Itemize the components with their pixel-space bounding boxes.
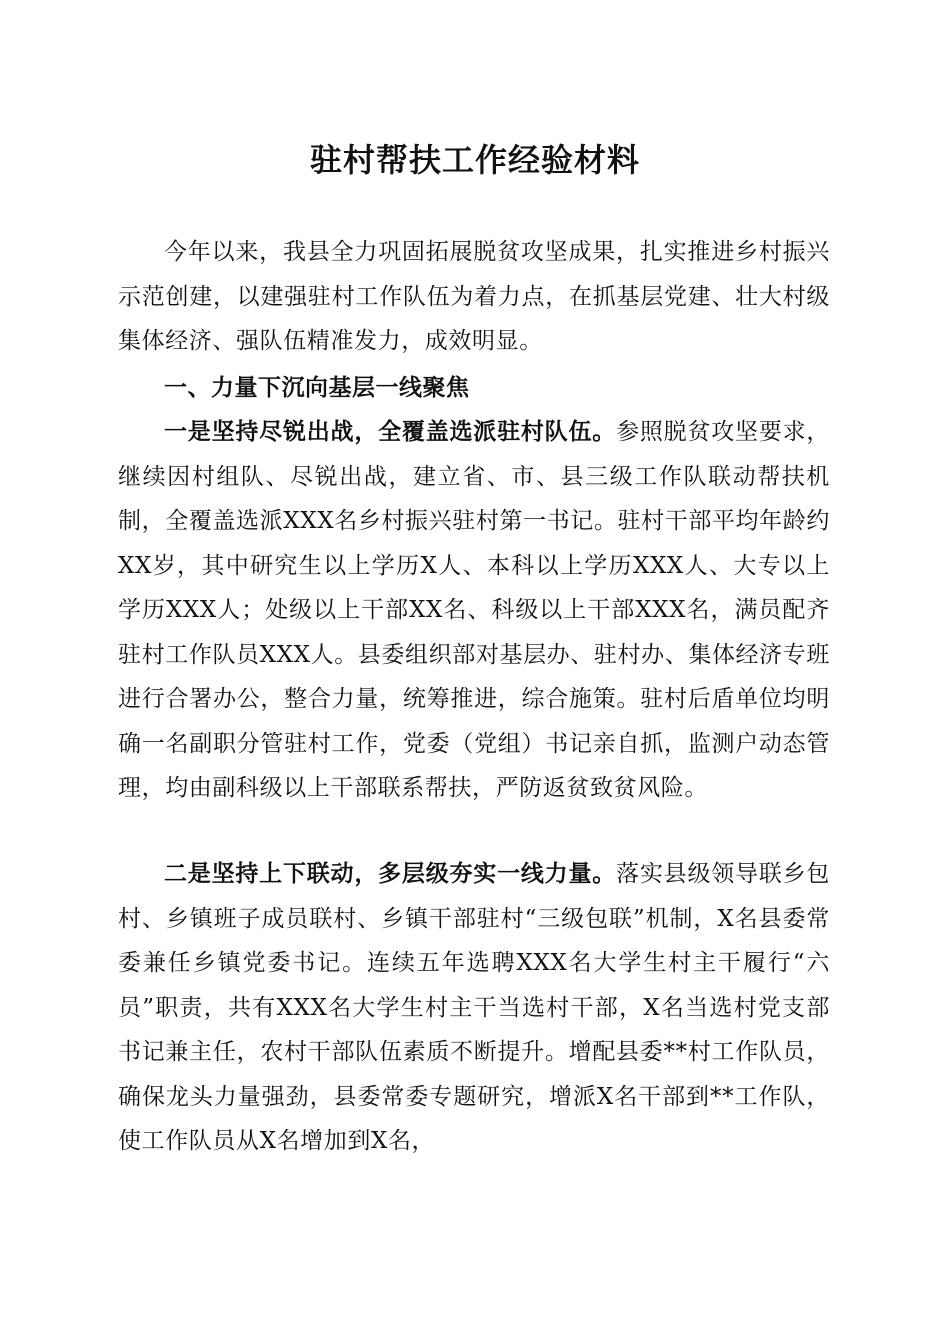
paragraph-1-text xyxy=(118,410,830,811)
paragraph-1-lead: 一是坚持尽锐出战，全覆盖选派驻村队伍。 xyxy=(164,419,617,445)
paragraph-2-text xyxy=(118,852,830,1164)
paragraph-1 xyxy=(118,410,830,811)
section-heading: 一、力量下沉向基层一线聚焦 xyxy=(164,375,470,401)
document-title: 驻村帮扶工作经验材料 xyxy=(309,141,640,179)
paragraph-1-body: 参照脱贫攻坚要求，继续因村组队、尽锐出战，建立省、市、县三级工作队联动帮扶机制，全覆盖选派XXX名乡村振兴驻村第一书记。驻村干部平均年龄约XX岁，其中研究生以上学历X人、本科以上学历XXX人、大专以上学历XXX人；处级以上干部XX名、科级以上干部XXX名，满员配齐驻村工作队员XXX人。县委组织部对基层办、驻村办、集体经济专班进行合署办公，整合力量，统筹推进，综合施策。驻村后盾单位均明确一名副职分管驻村工作，党委（党组）书记亲自抓，监测户动态管理，均由副科级以上干部联系帮扶，严防返贫致贫风险。 xyxy=(118,419,830,801)
paragraph-2-body: 落实县级领导联乡包村、乡镇班子成员联村、乡镇干部驻村“三级包联”机制，X名县委常委兼任乡镇党委书记。连续五年选聘XXX名大学生村主干履行“六员”职责，共有XXX名大学生村主干当选村干部，X名当选村党支部书记兼主任，农村干部队伍素质不断提升。增配县委**村工作队员，确保龙头力量强劲，县委常委专题研究，增派X名干部到**工作队，使工作队员从X名增加到X名， xyxy=(118,861,830,1154)
intro-text: 今年以来，我县全力巩固拓展脱贫攻坚成果，扎实推进乡村振兴示范创建，以建强驻村工作队伍为着力点，在抓基层党建、壮大村级集体经济、强队伍精准发力，成效明显。 xyxy=(118,239,830,354)
paragraph-2 xyxy=(118,852,830,1164)
paragraph-2-lead: 二是坚持上下联动，多层级夯实一线力量。 xyxy=(164,861,617,887)
intro-paragraph xyxy=(118,230,830,364)
